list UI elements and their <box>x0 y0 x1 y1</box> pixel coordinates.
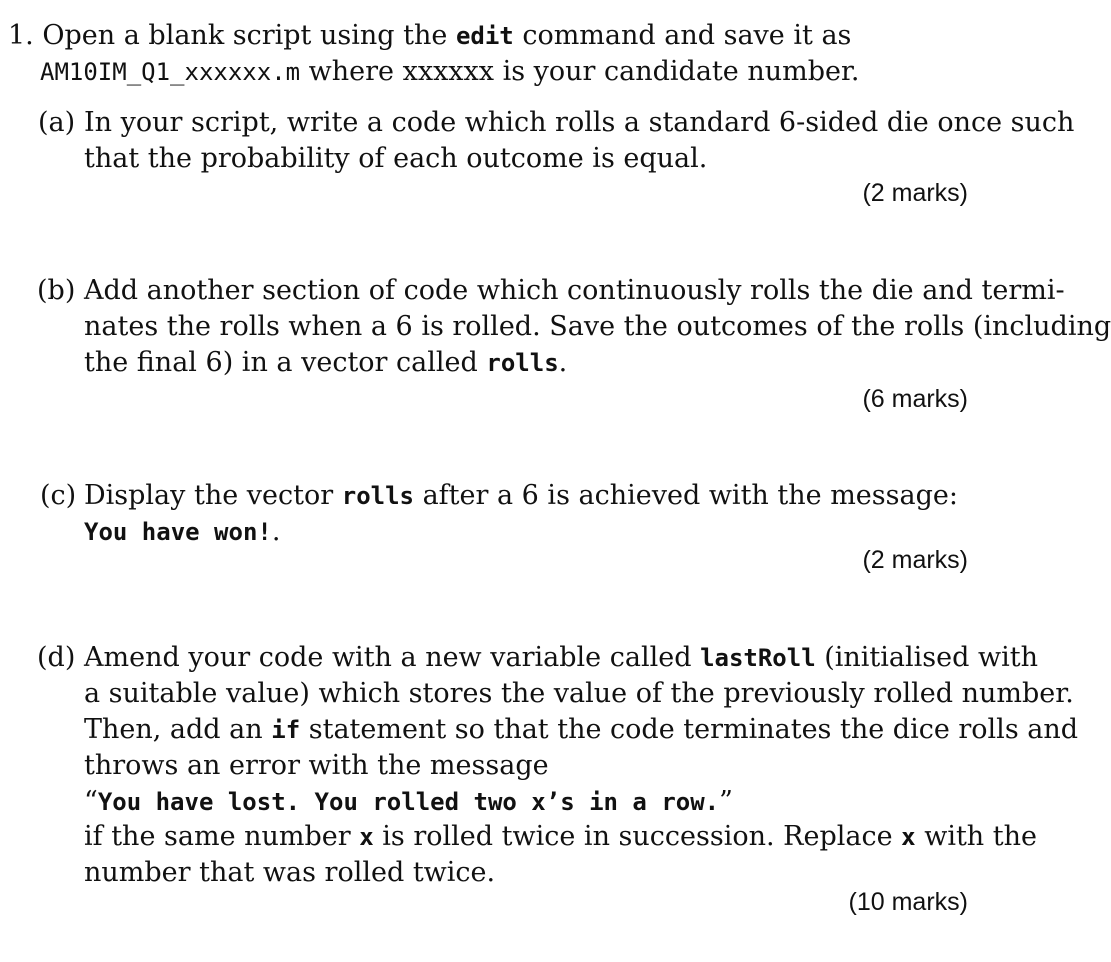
part-d-line-5: “You have lost. You rolled two x’s in a row.” <box>84 786 733 817</box>
part-d-label: (d) <box>37 642 76 673</box>
lost-message-code: You have lost. You rolled two x’s in a row. <box>97 788 720 816</box>
part-b-line-1: Add another section of code which continuously rolls the die and termi- <box>84 275 1065 306</box>
question-intro-line-1 <box>8 18 851 54</box>
part-a-marks: (2 marks) <box>862 179 968 207</box>
x-code: x <box>359 823 374 851</box>
part-d-marks: (10 marks) <box>848 888 968 916</box>
part-a-line-2: that the probability of each outcome is equal. <box>84 143 708 174</box>
part-c-line-1: Display the vector rolls after a 6 is achieved with the message: <box>84 480 958 511</box>
part-d-line-7: number that was rolled twice. <box>84 857 496 888</box>
part-a-line-1: In your script, write a code which rolls a standard 6-sided die once such <box>84 107 1075 138</box>
filename-code: AM10IM_Q1_xxxxxx.m <box>40 58 301 86</box>
won-message-code: You have won! <box>84 518 272 546</box>
if-code: if <box>271 716 301 744</box>
part-d-line-4: throws an error with the message <box>84 750 549 781</box>
question-intro-line-2 <box>40 54 860 90</box>
intro-text: command and save it as <box>513 20 852 51</box>
part-c-line-2: You have won!. <box>84 516 281 547</box>
part-d-line-2: a suitable value) which stores the value of the previously rolled number. <box>84 678 1074 709</box>
part-b-label: (b) <box>37 275 76 306</box>
part-d-line-6: if the same number x is rolled twice in succession. Replace x with the <box>84 821 1037 852</box>
part-b-marks: (6 marks) <box>862 385 968 413</box>
rolls-code: rolls <box>341 482 414 510</box>
intro-text: Open a blank script using the <box>42 20 456 51</box>
lastroll-code: lastRoll <box>700 644 816 672</box>
question-number: 1. <box>8 20 34 51</box>
part-d-line-1: Amend your code with a new variable called lastRoll (initialised with <box>84 642 1038 673</box>
part-c-marks: (2 marks) <box>862 546 968 574</box>
edit-command-code: edit <box>455 22 514 50</box>
x-code: x <box>901 823 916 851</box>
part-b-line-2: nates the rolls when a 6 is rolled. Save the outcomes of the rolls (including <box>84 311 1111 342</box>
part-b-line-3: the final 6) in a vector called rolls. <box>84 347 568 378</box>
intro-text: where xxxxxx is your candidate number. <box>300 56 860 87</box>
part-c-label: (c) <box>40 480 77 511</box>
part-d-line-3: Then, add an if statement so that the code terminates the dice rolls and <box>84 714 1079 745</box>
rolls-code: rolls <box>486 349 559 377</box>
part-a-label: (a) <box>38 107 76 138</box>
